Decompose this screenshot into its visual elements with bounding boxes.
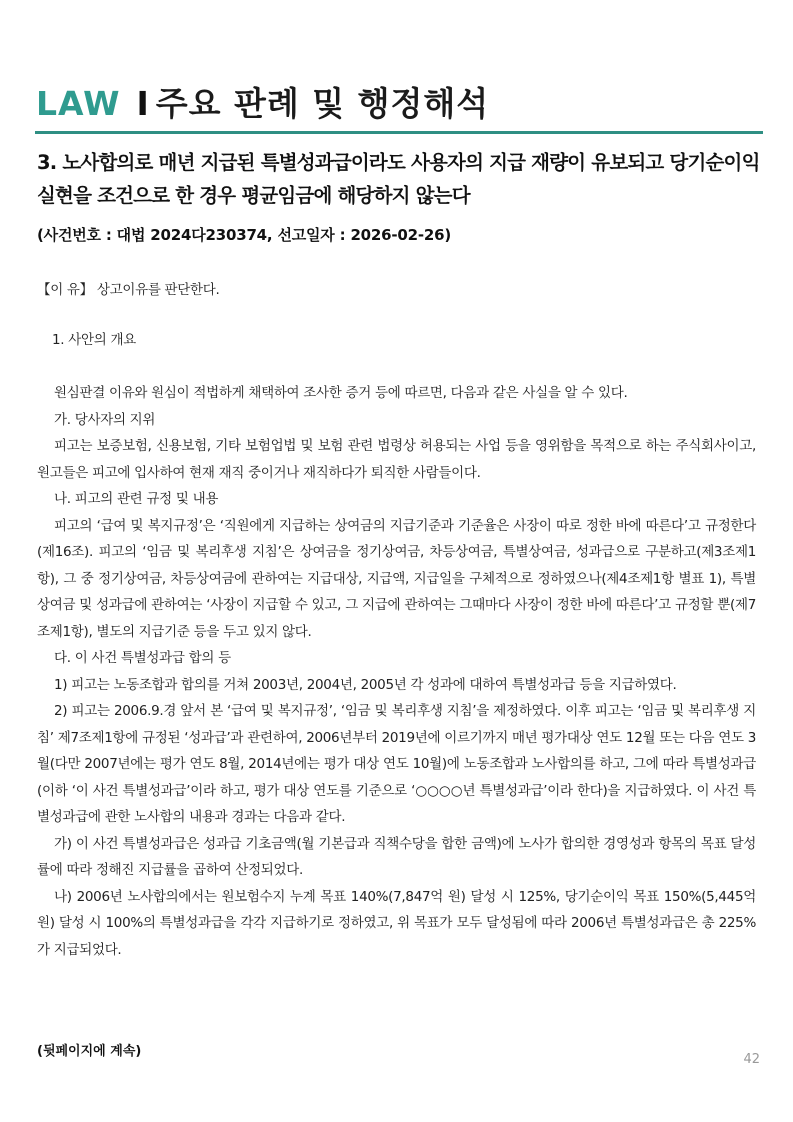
article-body xyxy=(37,380,756,963)
reason-line xyxy=(37,277,756,304)
page-number: 42 xyxy=(743,1052,760,1067)
body-paragraph: 2) 피고는 2006.9.경 앞서 본 ‘급여 및 복지규정’, ‘임금 및 복리후생 지침’을 제정하였다. 이후 피고는 ‘임금 및 복리후생 지침’ 제7조제1항에 규정된 ‘성과급’과 관련하여, 2006년부터 2019년에 이르기까지 매년 평가대상 연도 12월 또는 다음 연도 3월(다만 2007년에는 평가 연도 8월, 2014년에는 평가 대상 연도 10월)에 노동조합과 노사합의를 하고, 그에 따라 특별성과급(이하 ‘이 사건 특별성과급’이라 하고, 평가 대상 연도를 기준으로 ‘○○○○년 특별성과급’이라 한다)을 지급하였다. 이 사건 특별성과급에 관한 노사합의 내용과 경과는 다음과 같다. xyxy=(37,703,756,825)
subheading-regulations: 나. 피고의 관련 규정 및 내용 xyxy=(54,491,219,507)
body-paragraph: 피고의 ‘급여 및 복지규정’은 ‘직원에게 지급하는 상여금의 지급기준과 기준율은 사장이 따로 정한 바에 따른다’고 규정한다(제16조). 피고의 ‘임금 및 복리후생 지침’은 상여금을 정기상여금, 차등상여금, 특별상여금, 성과급으로 구분하고(제3조제1항), 그 중 정기상여금, 차등상여금에 관하여는 지급대상, 지급액, 지급일을 구체적으로 정하였으나(제4조제1항 별표 1), 특별상여금 및 성과급에 관하여는 ‘사장이 지급할 수 있고, 그 지급에 관하여는 그때마다 사장이 정한 바에 따른다’고 규정할 뿐(제7조제1항), 별도의 지급기준 등을 두고 있지 않다. xyxy=(37,517,756,640)
section-label: LAW xyxy=(36,84,121,123)
header-separator: I xyxy=(136,84,150,123)
section-header xyxy=(36,84,489,124)
section-heading xyxy=(37,327,756,354)
body-paragraph: 나) 2006년 노사합의에서는 원보험수지 누계 목표 140%(7,847억 원) 달성 시 125%, 당기순이익 목표 150%(5,445억 원) 달성 시 100%의 특별성과급을 각각 지급하기로 정하였고, 위 목표가 모두 달성됨에 따라 2006년 특별성과급은 총 225%가 지급되었다. xyxy=(37,888,756,958)
reason-text: 【이 유】 상고이유를 판단한다. xyxy=(37,282,220,298)
section-1-heading: 1. 사안의 개요 xyxy=(52,332,136,348)
subheading-agreement: 다. 이 사건 특별성과급 합의 등 xyxy=(54,650,231,666)
case-info: (사건번호 : 대법 2024다230374, 선고일자 : 2026-02-26) xyxy=(37,226,452,244)
article-title: 3. 노사합의로 매년 지급된 특별성과급이라도 사용자의 지급 재량이 유보되고 당기순이익 실현을 조건으로 한 경우 평균임금에 해당하지 않는다 xyxy=(37,151,760,207)
continued-note: (뒷페이지에 계속) xyxy=(37,1044,142,1059)
body-paragraph: 원심판결 이유와 원심이 적법하게 채택하여 조사한 증거 등에 따르면, 다음과 같은 사실을 알 수 있다. xyxy=(54,385,628,401)
header-rule xyxy=(35,131,763,134)
body-paragraph: 1) 피고는 노동조합과 합의를 거쳐 2003년, 2004년, 2005년 각 성과에 대하여 특별성과급 등을 지급하였다. xyxy=(54,676,677,693)
section-title: 주요 판례 및 행정해석 xyxy=(155,84,490,123)
subheading-parties: 가. 당사자의 지위 xyxy=(54,411,156,428)
body-paragraph: 피고는 보증보험, 신용보험, 기타 보험업법 및 보험 관련 법령상 허용되는 사업 등을 영위함을 목적으로 하는 주식회사이고, 원고들은 피고에 입사하여 현재 재직 중이거나 재직하다가 퇴직한 사람들이다. xyxy=(37,438,756,481)
body-paragraph: 가) 이 사건 특별성과급은 성과급 기초금액(월 기본급과 직책수당을 합한 금액)에 노사가 합의한 경영성과 항목의 목표 달성률에 따라 정해진 지급률을 곱하여 산정되었다. xyxy=(37,835,756,878)
